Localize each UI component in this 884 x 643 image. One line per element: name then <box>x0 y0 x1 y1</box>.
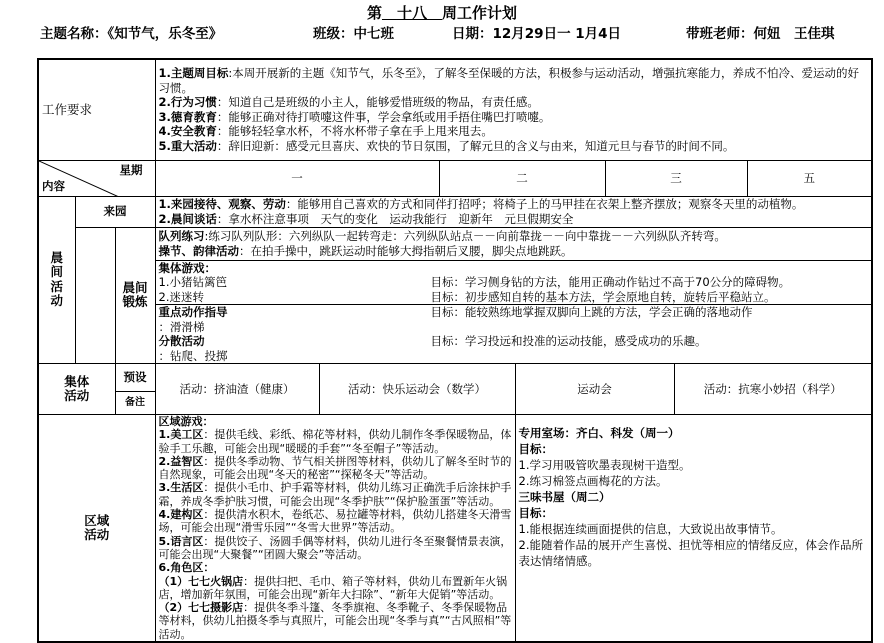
note-label: 备注 <box>115 392 155 415</box>
arrival-content: 1.来园接待、观察、劳动：能够用自己喜欢的方式和同伴打招呼；将椅子上的马甲挂在衣架上整齐摆放；观察冬天里的动植物。 2.晨间谈话：拿水杯注意事项 天气的变化 运动我能行 迎新年 元旦假期安全 <box>155 196 872 227</box>
requirement-item: 2.行为习惯：知道自己是班级的小主人，能够爱惜班级的物品，有责任感。 <box>158 95 539 110</box>
zone-item: 5.语言区：提供饺子、汤圆手偶等材料，供幼儿进行冬至聚餐情景表演，可能会出现“大聚餐”“团圆大聚会”等活动。 <box>158 534 512 561</box>
zone-item: 3.生活区：提供小毛巾、护手霜等材料，供幼儿练习正确洗手后涂抹护手霜，养成冬季护肤习惯，可能会出现“冬季护肤”“保护脸蛋蛋”等活动。 <box>158 481 512 508</box>
page-title <box>0 2 884 23</box>
area-activity-label: 区域 活动 <box>38 415 155 643</box>
exercise-formation: 队列练习:练习队列队形：六列纵队一起转弯走：六列纵队站点－－向前靠拢－－向中靠拢－－六列纵队齐转弯。 操节、韵律活动：在拍手操中，跳跃运动时能够大拇指朝后叉腰，脚尖点地跳跃。 <box>155 227 872 260</box>
group-activity-friday: 活动：抗寒小妙招（科学） <box>674 364 872 415</box>
day-tuesday: 二 <box>439 160 605 196</box>
day-monday: 一 <box>155 160 439 196</box>
group-activity-tuesday: 活动：快乐运动会（数学） <box>319 364 515 415</box>
class-name: 班级：中七班 <box>313 26 394 42</box>
weekday-label: 星期 <box>119 162 143 177</box>
plan-label: 预设 <box>115 364 155 392</box>
role-item: （1）七七火锅店：提供扫把、毛巾、箱子等材料，供幼儿布置新年火锅店，增加新年氛围，可能会出现“新年大扫除”、“新年大促销”等活动。 <box>158 574 508 601</box>
role-item: （2）七七摄影店：提供冬季斗篷、冬季旗袍、冬季靴子、冬季保暖物品等材料，供幼儿拍摄冬季与真照片，可能会出现“冬季与真”“古风照相”等活动。 <box>158 601 512 641</box>
morning-activity-label: 晨 间 活 动 <box>38 196 75 364</box>
requirement-item: 1.主题周目标:本周开展新的主题《知节气，乐冬至》，了解冬至保暖的方法，积极参与运动活动，增强抗寒能力，养成不怕冷、爱运动的好习惯。 <box>158 66 859 95</box>
title-prefix: 第 <box>366 4 382 22</box>
zone-item: 4.建构区：提供清水积木，卷纸芯、易拉罐等材料，供幼儿搭建冬天滑雪场，可能会出现“滑雪乐园”“冬雪大世界”等活动。 <box>158 508 512 535</box>
exercise-gutter <box>75 227 115 364</box>
arrival-label: 来园 <box>75 196 155 227</box>
exercise-games: 集体游戏： 1.小猪钻篱笆 目标：学习侧身钻的方法，能用正确动作钻过不高于70公分的障碍物。 2.迷迷转 目标：初步感知自转的基本方法，学会原地自转，旋转后平稳站立。 重点动作指导 ：滑滑梯 目标：能较熟练地掌握双脚向上跳的方法，学会正确的落地动作 分散活动 ：钻爬、投掷 目标：学习投远和投准的运动技能，感受成功的乐趣。 <box>155 260 872 364</box>
group-activity-wednesday: 运动会 <box>515 364 674 415</box>
area-zones: 区域游戏： 1.美工区：提供毛线、彩纸、棉花等材料，供幼儿制作冬季保暖物品，体验手工乐趣，可能会出现“暖暖的手套”“冬至帽子”等活动。 2.益智区：提供冬季动物、节气相关拼图等材料，供幼儿了解冬至时节的自然现象，可能会出现“冬天的秘密”“探秘冬天”等活动。 3.生活区：提供小毛巾、护手霜等材料，供幼儿练习正确洗手后涂抹护手霜，养成冬季护肤习惯，可能会出现“冬季护肤”“保护脸蛋蛋”等活动。 4.建构区：提供清水积木，卷纸芯、易拉罐等材料，供幼儿搭建冬天滑雪场，可能会出现“滑雪乐园”“冬雪大世界”等活动。 5.语言区：提供饺子、汤圆手偶等材料，供幼儿进行冬至聚餐情景表演，可能会出现“大聚餐”“团圆大聚会”等活动。 6.角色区： （1）七七火锅店：提供扫把、毛巾、箱子等材料，供幼儿布置新年火锅店，增加新年氛围，可能会出现“新年大扫除”、“新年大促销”等活动。 （2）七七摄影店：提供冬季斗篷、冬季旗袍、冬季靴子、冬季保暖物品等材料，供幼儿拍摄冬季与真照片，可能会出现“冬季与真”“古风照相”等活动。 <box>155 415 515 643</box>
theme-name: 主题名称：《知节气，乐冬至》 <box>40 26 223 42</box>
date-range: 日期：12月29日一 1月4日 <box>452 26 622 42</box>
teachers: 带班老师：何妞 王佳琪 <box>686 26 835 42</box>
week-number: 十八 <box>396 4 427 22</box>
area-special-rooms: 专用室场：齐白、科发（周一） 目标： 1.学习用吸管吹墨表现树干造型。 2.练习棉签点画梅花的方法。 三味书屋（周二） 目标： 1.能根据连续画面提供的信息，大致说出故事情节。 2.能随着作品的展开产生喜悦、担忧等相应的情绪反应，体会作品所表达情绪情感。 <box>515 415 872 643</box>
zone-item: 2.益智区：提供冬季动物、节气相关拼图等材料，供幼儿了解冬至时节的自然现象，可能会出现“冬天的秘密”“探秘冬天”等活动。 <box>158 454 512 482</box>
content-label: 内容 <box>42 179 65 193</box>
group-activity-monday: 活动：挤油渣（健康） <box>155 364 319 415</box>
weekly-plan-table <box>37 58 873 643</box>
requirement-item: 3.德育教育：能够正确对待打喷嚏这件事，学会拿纸或用手捂住嘴巴打喷嚏。 <box>158 109 551 124</box>
day-friday: 五 <box>747 160 872 196</box>
requirements-content <box>155 59 872 160</box>
zone-item: 1.美工区：提供毛线、彩纸、棉花等材料，供幼儿制作冬季保暖物品，体验手工乐趣，可能会出现“暖暖的手套”“冬至帽子”等活动。 <box>158 428 512 455</box>
weekday-corner-cell <box>38 160 155 196</box>
morning-exercise-label: 晨间 锻炼 <box>115 227 155 364</box>
requirements-label: 工作要求 <box>38 59 155 160</box>
day-wednesday: 三 <box>605 160 747 196</box>
group-activity-label: 集体 活动 <box>38 364 115 415</box>
requirement-item: 5.重大活动：辞旧迎新：感受元旦喜庆、欢快的节日氛围，了解元旦的含义与由来，知道元旦与春节的时间不同。 <box>158 138 735 153</box>
requirement-item: 4.安全教育：能够轻轻拿水杯，不将水杯带子拿在手上甩来甩去。 <box>158 124 493 139</box>
title-suffix: 周工作计划 <box>442 4 518 22</box>
